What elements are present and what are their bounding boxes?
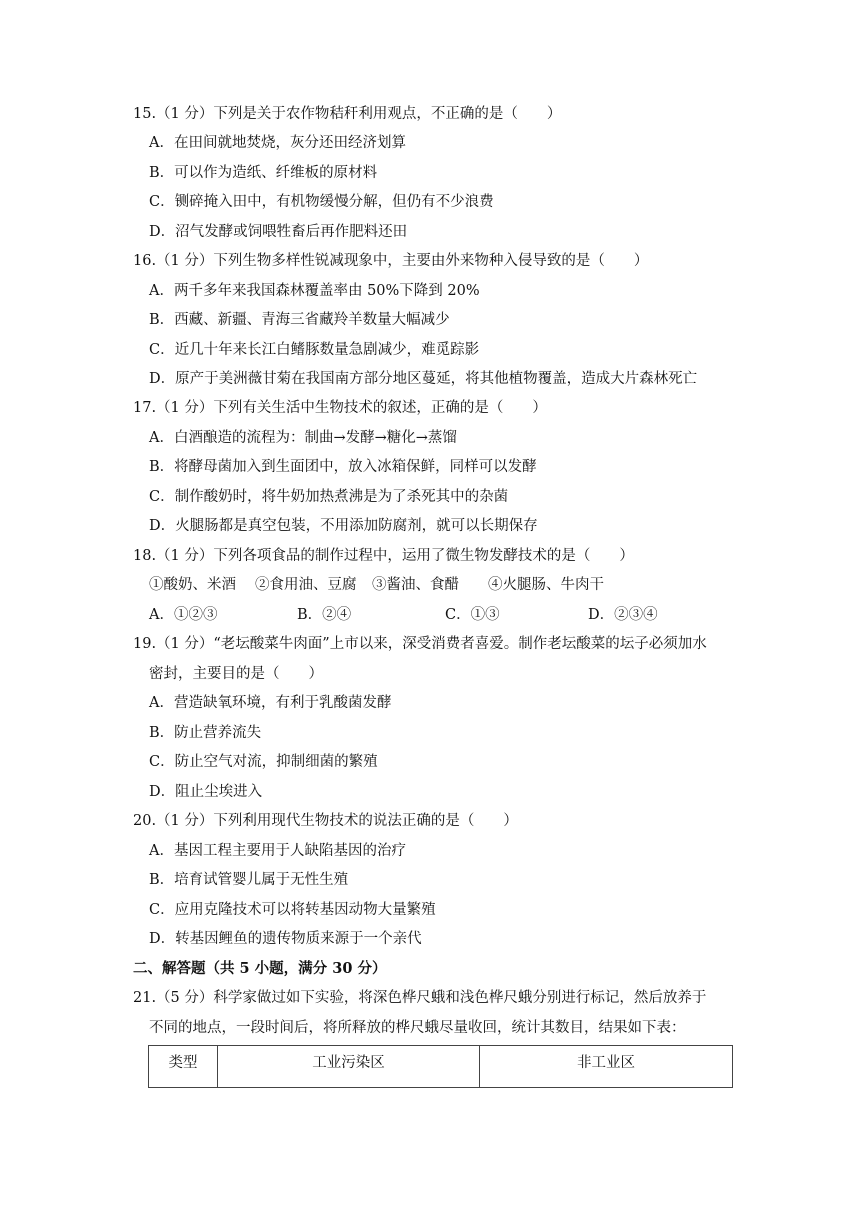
table-header-row [149, 1046, 733, 1088]
question-16-option-a: A．两千多年来我国森林覆盖率由 50%下降到 20% [149, 283, 480, 299]
question-18-choice-a: A．①②③ [149, 607, 218, 623]
question-17-stem: 17.（1 分）下列有关生活中生物技术的叙述，正确的是（ ） [133, 400, 547, 416]
question-20-option-d: D．转基因鲤鱼的遗传物质来源于一个亲代 [149, 931, 422, 947]
question-16-stem: 16.（1 分）下列生物多样性锐减现象中，主要由外来物种入侵导致的是（ ） [133, 253, 649, 269]
table-header-non-industrial-zone: 非工业区 [480, 1046, 733, 1088]
question-20-option-b: B．培育试管婴儿属于无性生殖 [149, 872, 349, 888]
question-18-item-4: ④火腿肠、牛肉干 [488, 577, 604, 593]
question-18-choice-d: D．②③④ [588, 607, 658, 623]
question-21-stem: 21.（5 分）科学家做过如下实验，将深色桦尺蛾和浅色桦尺蛾分别进行标记，然后放养于 [133, 990, 707, 1006]
question-21-stem-continued: 不同的地点，一段时间后，将所释放的桦尺蛾尽量收回，统计其数目，结果如下表： [149, 1020, 686, 1036]
question-16-option-d: D．原产于美洲薇甘菊在我国南方部分地区蔓延，将其他植物覆盖，造成大片森林死亡 [149, 371, 698, 387]
question-15-stem: 15.（1 分）下列是关于农作物秸秆利用观点，不正确的是（ ） [133, 106, 562, 122]
question-15-option-d: D．沼气发酵或饲喂牲畜后再作肥料还田 [149, 224, 408, 240]
question-18-items [149, 575, 604, 595]
question-18-item-3: ③酱油、食醋 [372, 577, 459, 593]
question-19-stem: 19.（1 分）“老坛酸菜牛肉面”上市以来，深受消费者喜爱。制作老坛酸菜的坛子必须加水 [133, 636, 707, 652]
question-20-option-c: C．应用克隆技术可以将转基因动物大量繁殖 [149, 902, 436, 918]
question-15-option-b: B．可以作为造纸、纤维板的原材料 [149, 165, 378, 181]
question-17-option-a: A．白酒酿造的流程为：制曲→发酵→糖化→蒸馏 [149, 430, 457, 446]
question-18-choice-b: B．②④ [297, 607, 352, 623]
question-16-option-b: B．西藏、新疆、青海三省藏羚羊数量大幅减少 [149, 312, 450, 328]
question-18-item-1: ①酸奶、米酒 [149, 577, 236, 593]
question-19-stem-continued: 密封，主要目的是（ ） [149, 666, 323, 682]
question-17-option-c: C．制作酸奶时，将牛奶加热煮沸是为了杀死其中的杂菌 [149, 489, 509, 505]
question-20-stem: 20.（1 分）下列利用现代生物技术的说法正确的是（ ） [133, 813, 518, 829]
table-header-industrial-zone: 工业污染区 [218, 1046, 480, 1088]
question-18-stem: 18.（1 分）下列各项食品的制作过程中，运用了微生物发酵技术的是（ ） [133, 548, 634, 564]
question-16-option-c: C．近几十年来长江白鳍豚数量急剧减少，难觅踪影 [149, 342, 480, 358]
question-18-item-2: ②食用油、豆腐 [255, 577, 357, 593]
question-18-choice-c: C．①③ [445, 607, 500, 623]
question-15-option-a: A．在田间就地焚烧，灰分还田经济划算 [149, 135, 406, 151]
section-heading: 二、解答题（共 5 小题，满分 30 分） [133, 960, 387, 977]
question-15-option-c: C．铡碎掩入田中，有机物缓慢分解，但仍有不少浪费 [149, 194, 494, 210]
question-19-option-a: A．营造缺氧环境，有利于乳酸菌发酵 [149, 695, 392, 711]
question-20-option-a: A．基因工程主要用于人缺陷基因的治疗 [149, 843, 406, 859]
question-19-option-c: C．防止空气对流，抑制细菌的繁殖 [149, 754, 378, 770]
table-header-type: 类型 [149, 1046, 218, 1088]
question-18-choices [149, 605, 658, 625]
question-17-option-d: D．火腿肠都是真空包装，不用添加防腐剂，就可以长期保存 [149, 518, 538, 534]
question-19-option-b: B．防止营养流失 [149, 725, 262, 741]
moth-data-table [148, 1045, 733, 1088]
question-19-option-d: D．阻止尘埃进入 [149, 784, 263, 800]
question-17-option-b: B．将酵母菌加入到生面团中，放入冰箱保鲜，同样可以发酵 [149, 459, 537, 475]
